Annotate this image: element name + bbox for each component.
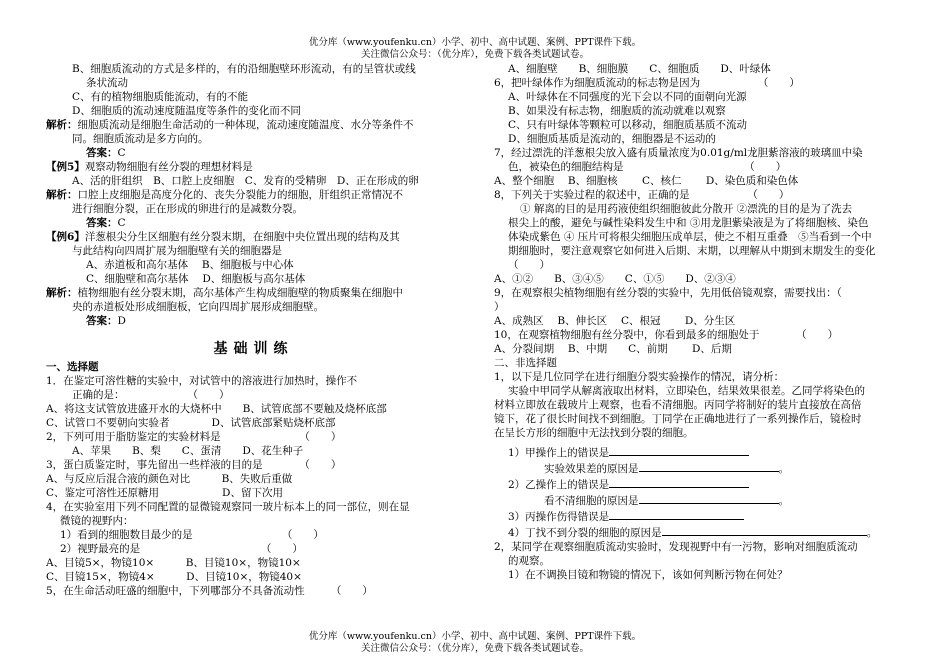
analysis-6-cont: 央的赤道板处形成细胞板，它向四周扩展形成细胞壁。 (72, 301, 324, 313)
question-8-options: A、①② B、③④⑤ C、①⑤ D、②③④ (494, 273, 736, 285)
question-4-cont: 微镜的视野内： (60, 515, 134, 527)
analysis-4 (46, 118, 461, 132)
fill-label: 实验效果差的原因是 (544, 463, 639, 475)
question-8-l1: ① 解离的目的是用药液使组织细胞彼此分散开 ②漂洗的目的是为了洗去 (520, 203, 853, 215)
answer-label: 答案： (86, 147, 118, 159)
q4-option-c: C、有的植物细胞质能流动，有的不能 (72, 91, 249, 103)
answer-blank[interactable] (662, 524, 867, 536)
nonchoice-1-l2: 材料立即放在载玻片上观察，也看不清细胞。丙同学将制好的装片直接放在高倍 (494, 399, 862, 411)
example-6-option-ab: A、赤道板和高尔基体 B、细胞板与中心体 (86, 259, 294, 271)
answer-label: 答案： (86, 217, 118, 229)
question-3-cd: C、鉴定可溶性还原糖用 D、留下次用 (46, 487, 283, 499)
question-8-l4: 期细胞时，要注意观察它如何进入后期、末期，以理解从中期到末期发生的变化 (508, 245, 876, 257)
answer-value: D (117, 315, 126, 327)
q4-option-b-text: B、细胞质流动的方式是多样的，有的沿细胞壁环形流动，有的呈管状或线 (72, 63, 416, 75)
question-3-ab: A、与反应后混合液的颜色对比 B、失败后重做 (46, 473, 293, 485)
example-6-cont: 与此结构向四周扩展为细胞壁有关的细胞器是 (72, 245, 282, 257)
question-9: 9，在观察根尖植物细胞有丝分裂的实验中，先用低倍镜观察，需要找出：（ (494, 287, 842, 299)
question-9-options: A、成熟区 B、伸长区 C、根冠 D、分生区 (494, 315, 736, 327)
question-7-options: A、整个细胞 B、细胞核 C、核仁 D、染色质和染色体 (494, 175, 799, 187)
nonchoice-1-l3: 镜下，花了很长时间找不到细胞。丁同学在正确地进行了一系列操作后，镜检时 (494, 413, 862, 425)
nonchoice-2: 2，某同学在观察细胞质流动实验时，发现视野中有一污物，影响对细胞质流动 (494, 541, 858, 553)
question-4-sub2: 2）视野最亮的是 （ ） (60, 543, 303, 555)
footer-line-1: 优分库（www.youfenku.cn）小学、初中、高中试题、案例、PPT课件下载。 (308, 631, 642, 642)
nonchoice-1-d: 4）丁找不到分裂的细胞的原因是 。 (494, 524, 914, 540)
answer-blank[interactable] (609, 508, 744, 520)
question-1: 1．在鉴定可溶性糖的实验中，对试管中的溶液进行加热时，操作不 (46, 375, 358, 387)
nonchoice-1: 1，以下是几位同学在进行细胞分裂实验操作的情况，请分析： (494, 371, 785, 383)
question-8-l5: （ ） (508, 259, 550, 271)
analysis-6 (46, 286, 461, 300)
example-label: 【例6】 (46, 231, 85, 243)
question-5-options: A、细胞壁 B、细胞膜 C、细胞质 D、叶绿体 (508, 63, 771, 75)
analysis-text: 细胞质流动是细胞生命活动的一种体现，流动速度随温度、水分等条件不 (77, 119, 414, 131)
analysis-label: 解析： (46, 119, 78, 131)
section-nonchoice: 二、非选择题 (494, 357, 557, 369)
fill-label: 3）丙操作伤得错误是 (508, 511, 610, 523)
answer-6 (46, 314, 461, 328)
analysis-5 (46, 188, 461, 202)
question-6: 6，把叶绿体作为细胞质流动的标志物是因为 （ ） (494, 77, 800, 89)
question-8-l3: 体染成紫色 ④ 压片可将根尖细胞压成单层，使之不相互重叠 ⑤当看到一个中 (508, 231, 872, 243)
answer-5 (46, 216, 461, 230)
nonchoice-1-b2: 看不清细胞的原因是 。 (494, 492, 914, 508)
fill-label: 看不清细胞的原因是 (544, 495, 639, 507)
question-9-cont: ） (494, 301, 505, 313)
question-1-cont: 正确的是： （ ） (72, 389, 230, 401)
header-line-2: 关注微信公众号：（优分库），免费下载各类试题试卷。 (360, 49, 589, 60)
section-choice: 一、选择题 (46, 361, 99, 373)
fill-label: 4）丁找不到分裂的细胞的原因是 (508, 527, 662, 539)
nonchoice-1-c (494, 508, 914, 524)
example-text: 观察动物细胞有丝分裂的理想材料是 (84, 161, 253, 173)
analysis-label: 解析： (46, 189, 78, 201)
nonchoice-1-a (494, 444, 914, 460)
q4-option-d: D、细胞质的流动速度随温度等条件的变化而不同 (72, 105, 301, 117)
question-4-cd: C、目镜15×，物镜4× D、目镜10×，物镜40× (46, 571, 302, 583)
example-6 (46, 230, 461, 244)
example-5-options: A、活的肝组织 B、口腔上皮细胞 C、发育的受精卵 D、正在形成的卵 (72, 175, 419, 187)
answer-4 (46, 146, 461, 160)
example-5 (46, 160, 461, 174)
question-3: 3，蛋白质鉴定时，事先留出一些样液的目的是 （ ） (46, 459, 342, 471)
analysis-5-cont: 进行细胞分裂，正在形成的卵进行的是减数分裂。 (72, 203, 303, 215)
answer-blank[interactable] (639, 460, 779, 472)
question-1-cd: C、试管口不要朝向实验者 D、试管底部紧贴烧杯底部 (46, 417, 336, 429)
question-6-b: B、如果没有标志物，细胞质的流动就难以观察 (508, 105, 726, 117)
answer-label: 答案： (86, 315, 118, 327)
question-8-l2: 根尖上的酸，避免与碱性染料发生中和 ③用龙胆紫染液是为了将细胞核、染色 (508, 217, 869, 229)
section-title: 基础训练 (213, 341, 294, 357)
question-10: 10，在观察植物细胞有丝分裂中，你看到最多的细胞处于 （ ） (494, 329, 839, 341)
question-4-ab: A、目镜5×，物镜10× B、目镜10×，物镜10× (46, 557, 301, 569)
fill-label: 1）甲操作上的错误是 (508, 447, 610, 459)
question-2: 2，下列可用于脂肪鉴定的实验材料是 （ ） (46, 431, 342, 443)
question-5: 5，在生命活动旺盛的细胞中，下列哪部分不具备流动性 （ ） (46, 585, 373, 597)
example-label: 【例5】 (46, 161, 85, 173)
answer-blank[interactable] (639, 492, 779, 504)
nonchoice-1-a2: 实验效果差的原因是 。 (494, 460, 914, 476)
question-2-options: A、苹果 B、梨 C、蛋清 D、花生种子 (72, 445, 304, 457)
question-7: 7，经过漂洗的洋葱根尖放入盛有质量浓度为0.01g/ml龙胆紫溶液的玻璃皿中染 (494, 147, 863, 159)
answer-blank[interactable] (609, 476, 749, 488)
question-6-a: A、叶绿体在不同强度的光下会以不同的面朝向光源 (508, 91, 747, 103)
answer-value: C (117, 217, 126, 229)
question-10-options: A、分裂间期 B、中期 C、前期 D、后期 (494, 343, 732, 355)
question-6-d: D、细胞质基质是流动的，细胞器是不运动的 (508, 133, 716, 145)
answer-blank[interactable] (609, 444, 749, 456)
answer-value: C (117, 147, 126, 159)
nonchoice-1-l4: 在呈长方形的细胞中无法找到分裂的细胞。 (494, 427, 694, 439)
question-4-sub1: 1）看到的细胞数目最少的是 （ ） (60, 529, 324, 541)
question-7-cont: 色，被染色的细胞结构是 （ ） (508, 161, 787, 173)
nonchoice-1-l1: 实验中甲同学从解离液取出材料，立即染色，结果效果很差。乙同学将染色的 (508, 385, 865, 397)
analysis-label: 解析： (46, 287, 78, 299)
analysis-4-cont: 同。细胞质流动是多方向的。 (72, 133, 209, 145)
question-6-c: C、只有叶绿体等颗粒可以移动，细胞质基质不流动 (508, 119, 748, 131)
q4-option-b-cont: 条状流动 (86, 77, 128, 89)
question-1-ab: A、将这支试管放进盛开水的大烧杯中 B、试管底部不要触及烧杯底部 (46, 403, 387, 415)
nonchoice-1-b (494, 476, 914, 492)
nonchoice-2-cont: 的观察。 (508, 555, 550, 567)
left-column (46, 62, 461, 598)
example-text: 洋葱根尖分生区细胞有丝分裂末期，在细胞中央位置出现的结构及其 (84, 231, 400, 243)
nonchoice-2-sub1: 1）在不调换目镜和物镜的情况下，该如何判断污物在何处？ (508, 569, 788, 581)
question-8: 8，下列关于实验过程的叙述中，正确的是 （ ） (494, 189, 790, 201)
footer-line-2: 关注微信公众号：（优分库），免费下载各类试题试卷。 (360, 643, 589, 654)
question-4: 4，在实验室用下列不同配置的显微镜观察同一玻片标本上的同一部位，则在显 (46, 501, 410, 513)
example-6-option-cd: C、细胞壁和高尔基体 D、细胞板与高尔基体 (86, 273, 306, 285)
right-column (494, 62, 914, 582)
header-line-1: 优分库（www.youfenku.cn）小学、初中、高中试题、案例、PPT课件下载。 (308, 37, 642, 48)
analysis-text: 口腔上皮细胞是高度分化的、丧失分裂能力的细胞，肝组织正常情况不 (77, 189, 403, 201)
fill-label: 2）乙操作上的错误是 (508, 479, 610, 491)
analysis-text: 植物细胞有丝分裂末期，高尔基体产生构成细胞壁的物质聚集在细胞中 (77, 287, 403, 299)
